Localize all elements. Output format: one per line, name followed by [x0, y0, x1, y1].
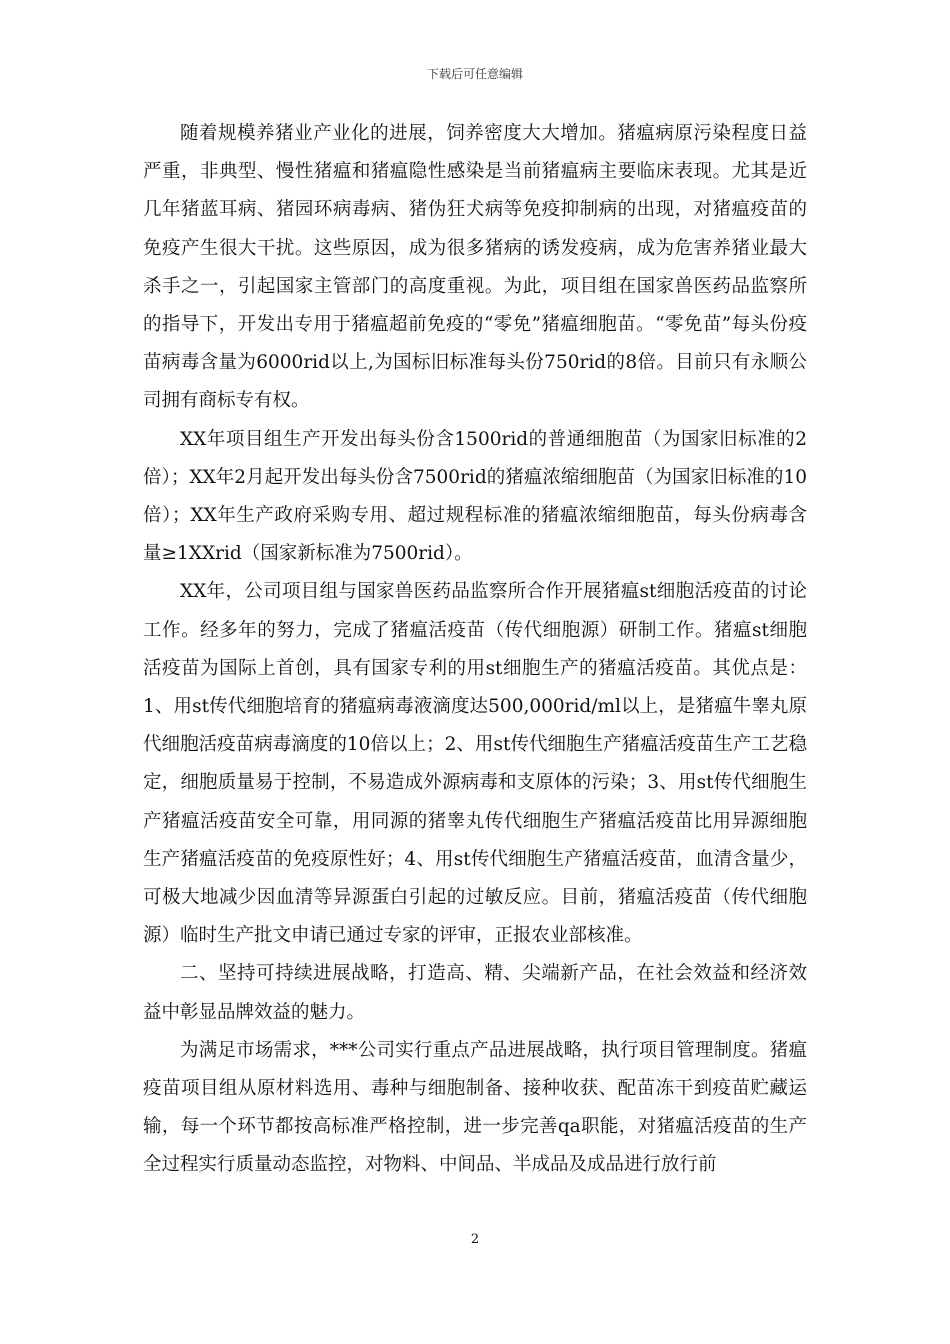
paragraph-1: 随着规模养猪业产业化的进展，饲养密度大大增加。猪瘟病原污染程度日益严重，非典型、慢性猪瘟和猪瘟隐性感染是当前猪瘟病主要临床表现。尤其是近几年猪蓝耳病、猪园环病毒病、猪伪狂犬病等免疫抑制病的出现，对猪瘟疫苗的免疫产生很大干扰。这些原因，成为很多猪病的诱发疫病，成为危害养猪业最大杀手之一，引起国家主管部门的高度重视。为此，项目组在国家兽医药品监察所的指导下，开发出专用于猪瘟超前免疫的“零免”猪瘟细胞苗。“零免苗”每头份疫苗病毒含量为6000rid以上,为国标旧标准每头份750rid的8倍。目前只有永顺公司拥有商标专有权。: [143, 123, 807, 412]
paragraph-2: XX年项目组生产开发出每头份含1500rid的普通细胞苗（为国家旧标准的2倍）；XX年2月起开发出每头份含7500rid的猪瘟浓缩细胞苗（为国家旧标准的10倍）；XX年生产政府采购专用、超过规程标准的猪瘟浓缩细胞苗，每头份病毒含量≥1XXrid（国家新标准为7500rid）。: [143, 428, 807, 565]
page-number: 2: [470, 1232, 480, 1247]
document-body: [143, 115, 807, 1185]
paragraph-3: XX年，公司项目组与国家兽医药品监察所合作开展猪瘟st细胞活疫苗的讨论工作。经多年的努力，完成了猪瘟活疫苗（传代细胞源）研制工作。猪瘟st细胞活疫苗为国际上首创，具有国家专利的用st细胞生产的猪瘟活疫苗。其优点是：1、用st传代细胞培育的猪瘟病毒液滴度达500,000rid/ml以上，是猪瘟牛睾丸原代细胞活疫苗病毒滴度的10倍以上；2、用st传代细胞生产猪瘟活疫苗生产工艺稳定，细胞质量易于控制，不易造成外源病毒和支原体的污染；3、用st传代细胞生产猪瘟活疫苗安全可靠，用同源的猪睾丸传代细胞生产猪瘟活疫苗比用异源细胞生产猪瘟活疫苗的免疫原性好；4、用st传代细胞生产猪瘟活疫苗，血清含量少，可极大地减少因血清等异源蛋白引起的过敏反应。目前，猪瘟活疫苗（传代细胞源）临时生产批文申请已通过专家的评审，正报农业部核准。: [143, 581, 807, 947]
paragraph-5: 为满足市场需求，***公司实行重点产品进展战略，执行项目管理制度。猪瘟疫苗项目组从原材料选用、毒种与细胞制备、接种收获、配苗冻干到疫苗贮藏运输，每一个环节都按高标准严格控制，进一步完善qa职能，对猪瘟活疫苗的生产全过程实行质量动态监控，对物料、中间品、半成品及成品进行放行前: [143, 1039, 807, 1176]
page-header: 下载后可任意编辑: [426, 67, 523, 81]
paragraph-4-section-heading: 二、坚持可持续进展战略，打造高、精、尖端新产品，在社会效益和经济效益中彰显品牌效益的魅力。: [143, 963, 807, 1023]
